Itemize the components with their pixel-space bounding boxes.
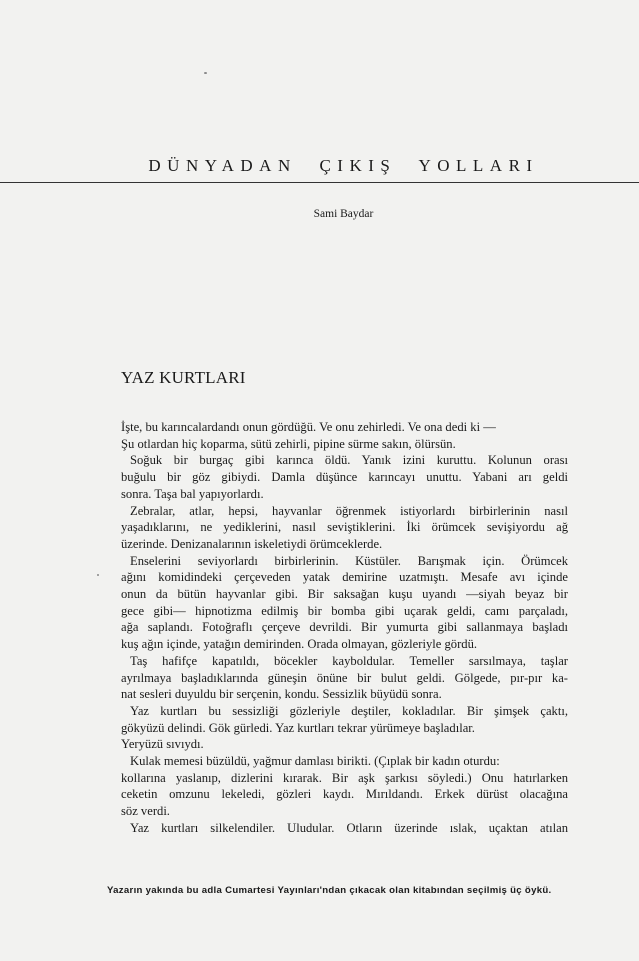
header-divider — [0, 182, 639, 183]
text-line: İşte, bu karıncalardandı onun gördüğü. Ve onu zehirledi. Ve ona dedi ki — — [121, 420, 496, 434]
paper-speck — [204, 72, 207, 74]
text-line: nat sesleri duyuldu bir serçenin, kondu. Sessizlik büyüdü sonra. — [121, 687, 442, 702]
author-name: Sami Baydar — [313, 208, 374, 220]
text-line: Şu otlardan hiç koparma, sütü zehirli, pipine sürme sakın, ölürsün. — [121, 436, 456, 451]
text-line: Zebralar, atlar, hepsi, hayvanlar öğrenmek istiyorlardı birbirlerinin nasıl — [130, 503, 568, 518]
text-line: kollarına yaslanıp, dizlerini kırarak. Bir aşk şarkısı söyledi.) Onu hatırlarken — [121, 770, 568, 785]
section-title: DÜNYADAN ÇIKIŞ YOLLARI — [148, 156, 539, 175]
text-line: onun da bütün hayvanlar gibi. Bir saksağan kuşu uyandı —siyah beyaz bir — [121, 587, 568, 602]
paper-speck — [97, 574, 99, 576]
text-line: gece gibi— hipnotizma edilmiş bir bomba gibi uçarak geldi, camı parçaladı, — [121, 603, 568, 618]
text-line: ağa saplandı. Fotoğraflı çerçeve devrildi. Bir yumurta gibi sallanmaya başladı — [121, 620, 568, 635]
text-line: Yeryüzü sıvıydı. — [121, 737, 204, 752]
text-line: Taş hafifçe kapatıldı, böcekler kayboldular. Temeller sarsılmaya, taşlar — [130, 653, 568, 668]
text-line: söz verdi. — [121, 804, 170, 819]
text-line: kuş ağın içinde, yatağın demirinden. Orada olmayan, gözleriyle gördü. — [121, 637, 478, 652]
text-line: ağını komidindeki çerçeveden yatak demirine uzatmıştı. Mesafe avı içinde — [121, 570, 568, 585]
text-line: Soğuk bir burgaç gibi karınca öldü. Yanık izini kuruttu. Kolunun orası — [130, 453, 568, 468]
story-body — [121, 419, 568, 837]
text-line: üzerinde. Denizanalarının iskeletiydi örümceklerde. — [121, 536, 383, 551]
text-line: sonra. Taşa bal yapıyorlardı. — [121, 486, 264, 501]
text-line: Kulak memesi büzüldü, yağmur damlası birikti. (Çıplak bir kadın oturdu: — [130, 754, 500, 769]
text-line: ceketin omzunu lekeledi, gözleri kaydı. Mırıldandı. Erkek dürüst olacağına — [121, 787, 568, 802]
text-line: buğulu bir göz gibiydi. Damla düşünce karıncayı unuttu. Yabani arı geldi — [121, 470, 568, 485]
text-line: Enselerini seviyorlardı birbirlerinin. Küstüler. Barışmak için. Örümcek — [130, 553, 568, 568]
text-line: yaşadıklarını, ne yediklerini, nasıl seviştiklerini. İki örümcek sevişiyordu ağ — [121, 520, 568, 535]
story-title: YAZ KURTLARI — [121, 368, 246, 387]
footnote: Yazarın yakında bu adla Cumartesi Yayınları'ndan çıkacak olan kitabından seçilmiş üç öykü. — [107, 885, 552, 896]
text-line: gökyüzü delindi. Gök gürledi. Yaz kurtları tekrar yürümeye başladılar. — [121, 720, 475, 735]
text-line: Yaz kurtları bu sessizliği gözleriyle deştiler, kokladılar. Bir şimşek çaktı, — [130, 703, 568, 718]
text-line: Yaz kurtları silkelendiler. Uludular. Otların üzerinde ıslak, uçaktan atılan — [130, 820, 568, 835]
text-line: ayrılmaya başladıklarında güneşin önüne bir bulut geldi. Gölgede, pır-pır ka- — [121, 670, 568, 685]
